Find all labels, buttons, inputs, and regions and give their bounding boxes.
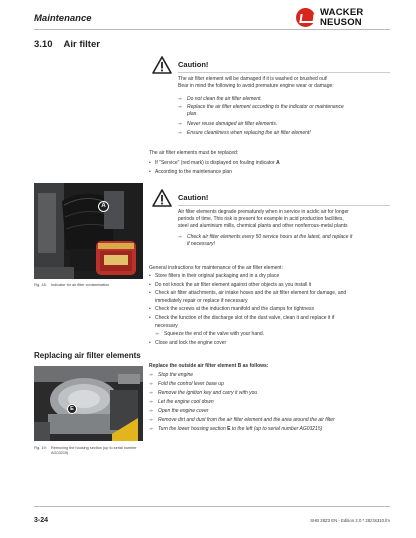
caution2-line-3: steel and aluminium mills, chemical plants and other nonferrous-metal plants (178, 223, 348, 229)
caution2-item-1: ⇒ Check air filter elements every 50 service hours at the latest, and replace it (178, 234, 353, 240)
replacing-heading: Replacing air filter elements (34, 351, 141, 360)
caution2-line-1: Air filter elements degrade prematurely when in service in acidic air for longer (178, 209, 349, 215)
air-filter-indicator-illustration (34, 183, 143, 279)
arrow-icon: ⇒ (178, 96, 182, 101)
figure-19-caption-cont: AG03215) (51, 451, 69, 455)
figure-19-caption: Fig. 19: Removing the housing section (up to serial number (34, 446, 137, 450)
logo-text-line1: WACKER (320, 7, 364, 18)
figure-19-callout: E (67, 404, 77, 414)
warning-triangle-icon (152, 56, 172, 74)
general-bullet-3-cont: immediately repair or replace if necessary (155, 298, 248, 304)
general-intro: General instructions for maintenance of the air filter element: (149, 265, 283, 271)
air-filter-housing-illustration (34, 366, 143, 441)
section-number: 3.10 (34, 39, 53, 50)
arrow-icon: ⇒ (149, 372, 153, 377)
replace-step-7: ⇒ Turn the lower housing section E to the left (up to serial number AG03215) (149, 426, 323, 432)
caution1-text2: Bear in mind the following to avoid premature engine wear or damage: (178, 83, 334, 89)
header-divider (34, 29, 390, 30)
figure-18-caption: Fig. 18: Indicator for air filter contamination (34, 283, 110, 287)
replace-when-intro: The air filter elements must be replaced: (149, 150, 239, 156)
caution-title-2: Caution! (178, 193, 209, 202)
replace-step-1: ⇒ Stop the engine (149, 372, 194, 378)
replace-when-bullet-1: • If "Service" (red mark) is displayed on fouling indicator A (149, 160, 280, 166)
caution1-item-2: ⇒ Replace the air filter element according to the indicator or maintenance (178, 104, 344, 110)
figure-18-callout: A (98, 201, 109, 212)
arrow-icon: ⇒ (149, 399, 153, 404)
replace-step-3: ⇒ Remove the ignition key and carry it with you (149, 390, 258, 396)
replace-step-2: ⇒ Fold the control lever base up (149, 381, 224, 387)
caution2-item-1-cont: if necessary! (187, 241, 216, 247)
section-heading (34, 39, 100, 50)
general-squeeze-step: ⇒ Squeeze the end of the valve with your hand. (155, 331, 265, 337)
arrow-icon: ⇒ (178, 130, 182, 135)
general-bullet-3: • Check air filter attachments, air intake hoses and the air filter element for damage, and (149, 290, 347, 296)
caution1-item-4: ⇒ Ensure cleanliness when replacing the air filter element! (178, 130, 311, 136)
caution1-text1: The air filter element will be damaged if it is washed or brushed out! (178, 76, 328, 82)
figure-18-photo (34, 183, 143, 279)
page-number: 3-24 (34, 517, 49, 524)
general-bullet-6: • Close and lock the engine cover (149, 340, 227, 346)
caution2-line-2: periods of time. This risk is present for example in acid production facilities, (178, 216, 344, 222)
arrow-icon: ⇒ (178, 234, 182, 239)
caution1-item-1: ⇒ Do not clean the air filter element. (178, 96, 262, 102)
replace-step-6: ⇒ Remove dirt and dust from the air filter element and the area around the air filter (149, 417, 335, 423)
replace-step-4: ⇒ Let the engine cool down (149, 399, 214, 405)
replace-step-5: ⇒ Open the engine cover (149, 408, 209, 414)
warning-triangle-icon (152, 189, 172, 207)
footer-divider (34, 506, 390, 507)
general-bullet-2: • Do not knock the air filter element against other objects as you install it (149, 282, 312, 288)
wacker-neuson-logo (296, 6, 392, 30)
general-bullet-5-cont: necessary (155, 323, 178, 329)
arrow-icon: ⇒ (149, 381, 153, 386)
replace-outside-heading: Replace the outside air filter element B as follows: (149, 363, 269, 369)
arrow-icon: ⇒ (149, 426, 153, 431)
caution1-item-3: ⇒ Never reuse damaged air filter elements. (178, 121, 278, 127)
section-title: Air filter (63, 39, 100, 50)
replace-when-bullet-2: • According to the maintenance plan (149, 169, 232, 175)
general-bullet-5: • Check the function of the discharge slot of the dust valve, clean it and replace it if (149, 315, 335, 321)
logo-text-line2: NEUSON (320, 17, 362, 28)
caution-divider-1 (178, 72, 390, 73)
arrow-icon: ⇒ (149, 408, 153, 413)
general-bullet-1: • Store filters in their original packaging and in a dry place (149, 273, 280, 279)
general-bullet-4: • Check the screws at the induction manifold and the clamps for tightness (149, 306, 314, 312)
caution1-item-2-cont: plan. (187, 111, 198, 117)
arrow-icon: ⇒ (155, 331, 159, 336)
caution-divider-2 (178, 205, 390, 206)
brand-mark-icon (296, 8, 315, 27)
arrow-icon: ⇒ (178, 121, 182, 126)
document-reference: SHB 28Z3 EN - Edition 2.0 * 28z3s310.fm (310, 518, 390, 523)
caution-title-1: Caution! (178, 60, 209, 69)
arrow-icon: ⇒ (149, 417, 153, 422)
figure-19-photo (34, 366, 143, 441)
arrow-icon: ⇒ (178, 104, 182, 109)
page-header-title: Maintenance (34, 13, 92, 24)
arrow-icon: ⇒ (149, 390, 153, 395)
